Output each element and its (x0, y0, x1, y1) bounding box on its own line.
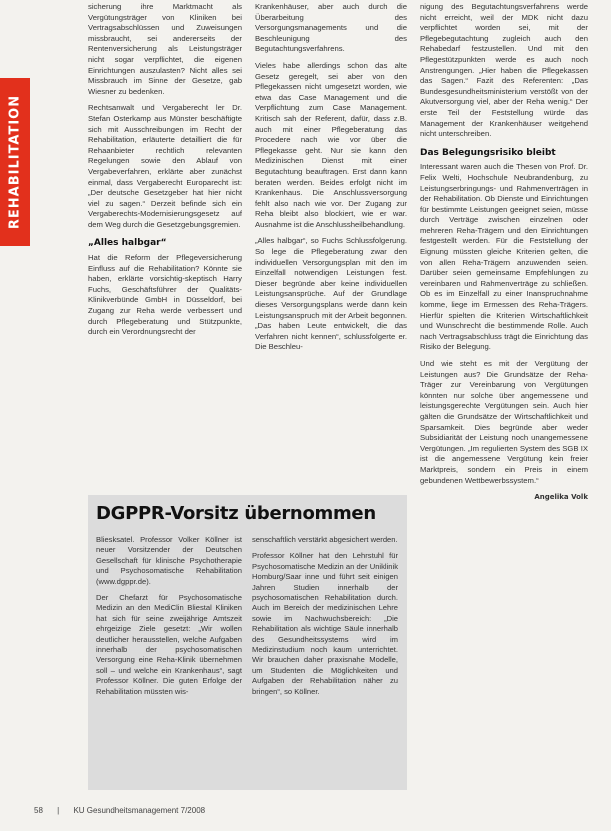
box-column-2 (252, 535, 398, 785)
page-footer (34, 806, 205, 815)
paragraph: Und wie steht es mit der Vergütung der Leistungen aus? Die Grundsätze der Reha-Träger zur Vereinbarung von Vergütungen könnten nur solche über angemessene und leistungsgerechte Vergütungen sein. Auch hier gälten die Grundsätze der Wirtschaftlichkeit und Sparsamkeit. Dies begründe aber weder Subsidiarität der Leistung noch unangemessene Vergütungen. „Im regulierten System des SGB IX ist die angemessene Vergütung kein freier Marktpreis, sondern ein Preis in einem gebundenen Wettbewerbssystem.“ (420, 359, 588, 485)
subheading: Das Belegungsrisiko bleibt (420, 147, 556, 158)
paragraph: Interessant waren auch die Thesen von Prof. Dr. Felix Welti, Hochschule Neubrandenburg, zu Leistungserbringungs- und Rahmenverträgen in der Rehabilitation. Ob Dienste und Einrichtungen für bestimmte Leistungen geeignet seien, müsse durch Verträge zwischen einzelnen oder mehreren Reha-Trägern und den Einrichtungen festgestellt werden. Für die Feststellung der Eignung müssten gleiche Kriterien gelten, die von allen Reha-Trägern anzuwenden seien. Darüber seien gemeinsame Empfehlungen zu vereinbaren und Rahmenverträge zu schließen. Ob es im Einzelfall zu einer Inanspruchnahme komme, liege im Ermessen des Reha-Trägers. Hierfür spielten die Kriterien Wirtschaftlichkeit und Wunschrecht die bestimmende Rolle. Auch nach Vertragsabschluss trägt die Einrichtung das Risiko der Belegung. (420, 162, 588, 352)
paragraph: senschaftlich verstärkt abgesichert werden. (252, 535, 398, 544)
paragraph: Bliesksatel. Professor Volker Köllner ist neuer Vorsitzender der Deutschen Gesellschaft für klinische Psychotherapie und Psychosomatische Rehabilitation (www.dgppr.de). (96, 535, 242, 586)
paragraph: Vieles habe allerdings schon das alte Gesetz geregelt, sei aber von den Pflegekassen nicht umgesetzt worden, wie etwa das Case Management und die Verpflichtung zum Case Management. Kritisch sah der Referent, dafür, dass z.B. auch mit einer Pflegeberatung das Procedere nach wie vor über die Pflegekasse geht. Nur sie kann den Medizinischen Dienst mit einer Begutachtung beauftragen. Erst dann kann beraten werden. Beides erfolgt nicht im Krankenhaus. Die Anschlussversorgung fehlt also nach wie vor. Der Zugang zur Reha bleibt also blockiert, wie er war. Ausnahme ist die Anschlussheilbehandlung. (255, 60, 407, 229)
section-tab (0, 78, 30, 246)
paragraph: Der Chefarzt für Psychosomatische Medizin an den MediClin Bliestal Kliniken hat sich für seine zweijährige Amtszeit ehrgeizige Ziele gesetzt: „Wir wollen deutlicher herausstellen, welche Aufgaben innerhalb der psychosomatischen Versorgung eine Reha-Klinik übernehmen soll – und welche ein Krankenhaus“, sagt Professor Köllner. Die guten Erfolge der Rehabilitation müssten wis- (96, 593, 242, 696)
paragraph: Rechtsanwalt und Vergaberecht ler Dr. Stefan Osterkamp aus Münster beschäftigte sich mit Ausschreibungen im Recht der Rehabilitation, erläuterte detailliert die für Rehaanbieter rechtlich relevanten Regelungen sowie den Ablauf von Vergabeverfahren, erklärte aber zunächst einmal, dass Vergaberecht Europarecht ist: „Der deutsche Gesetzgeber hat hier nicht viel zu sagen.“ Derzeit befinde sich ein Vergaberechts-Modernisierungsgesetz auf dem Weg durch die Gesetzgebungsgremien. (88, 103, 242, 229)
article-column-3 (420, 2, 588, 790)
paragraph: „Alles halbgar“, so Fuchs Schlussfolgerung. So lege die Pflegeberatung zwar den individuellen Versorgungsplan mit den im Einzelfall notwendigen Leistungen fest. Dieser begründe aber keine individuellen Leistungsansprüche. Auf der Grundlage dieses Versorgungsplans werde dann kein Leistungsanspruch mit der Arbeit begonnen. „Das haben Leute entwickelt, die das Verfahren nicht kennen“, schlussfolgerte er. Die Beschleu- (255, 236, 407, 352)
divider: | (57, 806, 60, 815)
news-box (88, 495, 407, 790)
box-title: DGPPR-Vorsitz übernommen (96, 503, 376, 524)
paragraph: sicherung ihre Marktmacht als Vergütungsträger von Kliniken bei Vertragsabschlüssen und Zuweisungen missbraucht, sei andererseits der Rentenversicherung als Leistungsträger nicht sogar verpflichtet, die eigenen Einrichtungen auszulasten? Nicht alles sei Missbrauch im Sinne der Gesetze, gab Wiesner zu bedenken. (88, 2, 242, 96)
paragraph: Professor Köllner hat den Lehrstuhl für Psychosomatische Medizin an der Uniklinik Homburg/Saar inne und führt seit einigen Jahren Studien innerhalb der psychosomatischen Rehabilitation durch. Auch im Bereich der medizinischen Lehre sowie im Nachwuchsbereich: „Die Rehabilitation als wichtige Säule innerhalb des Gesundheitssystems wird im Medizinstudium noch kaum unterrichtet. Wir brauchen daher praxisnahe Modelle, um Studenten die Möglichkeiten und Aufgaben der Rehabilitation näher zu bringen“, so Köllner. (252, 551, 398, 696)
paragraph: Krankenhäuser, aber auch durch die Überarbeitung des Versorgungsmanagements und die Beschleunigung des Begutachtungsverfahrens. (255, 2, 407, 54)
author-byline: Angelika Volk (534, 493, 588, 502)
article-column-2 (255, 2, 407, 490)
section-label: REHABILITATION (7, 94, 23, 230)
box-column-1 (96, 535, 242, 785)
page-number: 58 (34, 806, 43, 815)
paragraph: Hat die Reform der Pflegeversicherung Einfluss auf die Rehabilitation? Könnte sie haben, erklärte vorsichtig-skeptisch Harry Fuchs, Geschäftsführer der Qualitäts-Klinikverbünde GmbH in Düsseldorf, bei Zugang zur Reha werde verbessert und durch Pflegeberatung und Stützpunkte, durch ein Verordnungsrecht der (88, 253, 242, 337)
article-column-1 (88, 2, 242, 490)
paragraph: nigung des Begutachtungsverfahrens werde nicht erreicht, weil der MDK nicht dazu verpflichtet worden sei, mit der Pflegebegutachtung zugleich auch den Rehabedarf festzustellen. Und mit den Pflegestützpunkten werde es auch noch Anstrengungen. „Hier haben die Pflegekassen das Sagen.“ Fazit des Referenten: „Das Bundesgesundheitsministerium verstößt von der Akutversorgung viel, aber der Reha wenig.“ Der erste Teil der Feststellung würde das Management der Krankenhäuser weitgehend nicht unterschreiben. (420, 2, 588, 139)
subheading: „Alles halbgar“ (88, 238, 167, 249)
publication-source: KU Gesundheitsmanagement 7/2008 (73, 806, 206, 815)
